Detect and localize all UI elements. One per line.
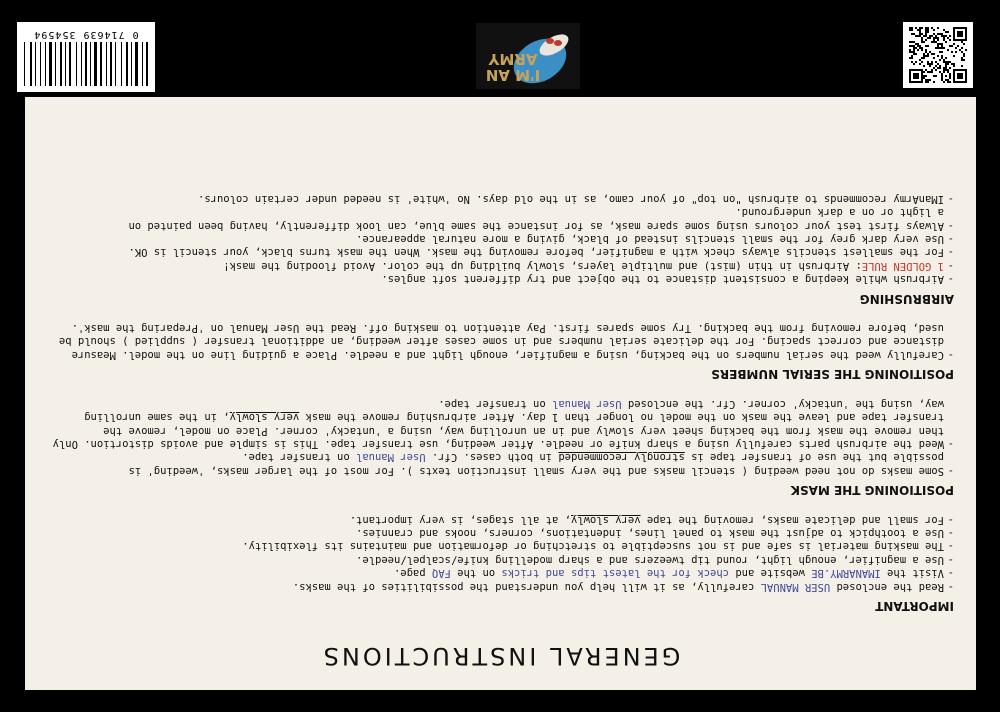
qr-module [937, 63, 939, 65]
qr-module [929, 65, 931, 67]
qr-module [929, 79, 931, 81]
qr-module [941, 43, 943, 45]
qr-module [927, 71, 929, 73]
logo-text: I'M AN ARMY [485, 50, 541, 84]
qr-module [947, 31, 949, 33]
qr-module [933, 41, 935, 43]
qr-module [921, 41, 923, 43]
qr-module [915, 61, 917, 63]
qr-module [933, 33, 935, 35]
qr-module [941, 77, 943, 79]
qr-module [943, 39, 945, 41]
qr-module [947, 69, 949, 71]
qr-code-icon [903, 22, 973, 88]
qr-module [941, 33, 943, 35]
qr-module [931, 61, 933, 63]
qr-module [935, 75, 937, 77]
qr-module [947, 49, 949, 51]
qr-module [939, 51, 941, 53]
qr-module [927, 37, 929, 39]
qr-module [935, 35, 937, 37]
qr-module [939, 67, 941, 69]
user-manual-link-2[interactable]: User Manual [356, 451, 426, 464]
qr-module [949, 81, 951, 83]
qr-module [919, 35, 921, 37]
positioning-serial-heading: POSITIONING THE SERIAL NUMBERS [711, 367, 954, 382]
barcode-bar [76, 42, 77, 86]
qr-module [913, 49, 915, 51]
barcode-bar [131, 42, 132, 86]
qr-module [939, 47, 941, 49]
qr-module [937, 45, 939, 47]
qr-module [913, 33, 915, 35]
qr-module [927, 53, 929, 55]
qr-module [963, 59, 965, 61]
qr-module [923, 75, 925, 77]
qr-module [915, 53, 917, 55]
qr-module [937, 39, 939, 41]
qr-module [947, 71, 949, 73]
mask-item-1: - Some masks do not need weeding ( stencil masks and the very small instruction texts ). For most of the larger masks, 'weeding' is possible but the use of transfer tape is strongly recommended in both cases. Cfr. User Manual on transfer tape. [44, 450, 954, 477]
qr-module [913, 63, 915, 65]
qr-module [923, 53, 925, 55]
barcode-number: 0 714639 354594 [33, 29, 139, 40]
qr-module [937, 55, 939, 57]
qr-module [927, 79, 929, 81]
qr-module [943, 61, 945, 63]
barcode-bar [142, 42, 143, 86]
golden-rule-label: 1 GOLDEN RULE [861, 259, 944, 272]
qr-module [931, 53, 933, 55]
qr-module [913, 73, 919, 79]
qr-module [943, 81, 945, 83]
qr-module [945, 69, 947, 71]
qr-module [927, 61, 929, 63]
qr-module [949, 67, 951, 69]
barcode-bar [69, 42, 71, 86]
qr-module [953, 63, 955, 65]
qr-module [915, 43, 917, 45]
user-manual-link[interactable]: USER MANUAL [760, 580, 831, 593]
brand-logo [476, 23, 580, 89]
barcode-bar [65, 42, 66, 86]
qr-module [921, 47, 923, 49]
qr-module [941, 45, 943, 47]
qr-module [927, 81, 929, 83]
barcode-bar [40, 42, 41, 86]
qr-module [953, 43, 955, 45]
qr-module [919, 29, 921, 31]
barcode-bar [24, 42, 25, 86]
barcode-bar [100, 42, 102, 86]
qr-module [919, 63, 921, 65]
qr-module [947, 81, 949, 83]
qr-module [941, 47, 943, 49]
qr-module [933, 37, 935, 39]
barcode-bar [60, 42, 62, 86]
qr-module [919, 27, 921, 29]
qr-module [945, 67, 947, 69]
qr-module [949, 35, 951, 37]
qr-module [913, 47, 915, 49]
qr-module [917, 45, 919, 47]
qr-module [909, 41, 911, 43]
qr-module [933, 81, 935, 83]
qr-module [945, 65, 947, 67]
qr-module [911, 45, 913, 47]
positioning-mask-heading: POSITIONING THE MASK [790, 483, 954, 498]
qr-module [949, 77, 951, 79]
qr-module [935, 37, 937, 39]
qr-module [943, 69, 945, 71]
qr-module [921, 39, 923, 41]
qr-module [925, 33, 927, 35]
qr-module [921, 49, 923, 51]
important-item-4: - The masking material is safe and is not susceptible to stretching or deformation and maintains its flexibility. [44, 539, 954, 552]
barcode-bar [45, 42, 46, 86]
qr-module [939, 43, 941, 45]
qr-module [919, 45, 921, 47]
airbrushing-item-2: - 1 GOLDEN RULE: Airbrush in thin (mist) and multiple layers, slowly building up the color. Avoid flooding the mask! [44, 258, 954, 271]
qr-module [949, 45, 951, 47]
instructions-body [44, 191, 954, 618]
qr-module [913, 41, 915, 43]
qr-module [925, 69, 927, 71]
qr-module [937, 27, 939, 29]
qr-module [945, 57, 947, 59]
qr-module [961, 65, 963, 67]
qr-module [909, 57, 911, 59]
qr-module [957, 73, 963, 79]
qr-module [927, 63, 929, 65]
qr-module [953, 55, 955, 57]
qr-module [931, 35, 933, 37]
qr-module [939, 65, 941, 67]
qr-module [925, 75, 927, 77]
qr-module [957, 31, 963, 37]
barcode-bars [24, 42, 148, 86]
qr-module [935, 65, 937, 67]
qr-module [951, 51, 953, 53]
qr-module [925, 35, 927, 37]
qr-module [917, 43, 919, 45]
qr-module [925, 39, 927, 41]
instruction-card [25, 97, 976, 690]
qr-module [947, 79, 949, 81]
qr-module [909, 49, 911, 51]
qr-module [919, 33, 921, 35]
barcode-bar [81, 42, 82, 86]
qr-module [911, 29, 913, 31]
qr-module [935, 69, 937, 71]
qr-module [945, 35, 947, 37]
qr-module [939, 59, 941, 61]
important-item-3: - Use a magnifier, enough light, round tip tweezers and a sharp modelling knife/scalpel/needle. [44, 552, 954, 565]
qr-module [921, 57, 923, 59]
qr-module [955, 51, 957, 53]
qr-module [921, 37, 923, 39]
qr-module [941, 51, 943, 53]
barcode-bar [94, 42, 97, 86]
qr-module [933, 67, 935, 69]
qr-module [929, 71, 931, 73]
qr-module [939, 33, 941, 35]
qr-module [947, 61, 949, 63]
qr-module [961, 57, 963, 59]
qr-module [927, 27, 929, 29]
qr-module [959, 49, 961, 51]
important-item-2: - Visit the IMANARMY.BE website and check for the latest tips and tricks on the FAQ page. [44, 566, 954, 579]
qr-module [937, 43, 939, 45]
qr-pattern [909, 27, 967, 83]
qr-module [925, 55, 927, 57]
qr-module [931, 27, 933, 29]
barcode-bar [115, 42, 116, 86]
airbrushing-item-4: - Use very dark grey for the small stencils instead of black, giving a more natural appearance. [44, 232, 954, 245]
qr-module [927, 29, 929, 31]
qr-module [945, 61, 947, 63]
tips-link[interactable]: check for the latest tips and tricks [501, 567, 730, 580]
qr-module [929, 51, 931, 53]
barcode-bar [121, 42, 122, 86]
qr-module [943, 67, 945, 69]
qr-module [941, 75, 943, 77]
qr-module [963, 53, 965, 55]
barcode-bar [135, 42, 138, 86]
qr-module [949, 75, 951, 77]
qr-module [927, 31, 929, 33]
qr-module [919, 47, 921, 49]
qr-module [931, 71, 933, 73]
qr-module [921, 61, 923, 63]
barcode-bar [30, 42, 32, 86]
qr-module [917, 29, 919, 31]
qr-module [925, 81, 927, 83]
qr-module [951, 45, 953, 47]
airbrushing-item-3: - For the smallest stencils always check with a magnifier, before removing the mask. When the mask turns black, your stencil is OK. [44, 245, 954, 258]
qr-module [931, 63, 933, 65]
qr-module [955, 47, 957, 49]
qr-module [927, 55, 929, 57]
qr-module [941, 79, 943, 81]
qr-module [929, 37, 931, 39]
qr-module [929, 63, 931, 65]
qr-module [909, 27, 911, 29]
qr-module [937, 47, 939, 49]
barcode-bar [35, 42, 36, 86]
important-heading: IMPORTANT [875, 599, 954, 613]
qr-module [923, 65, 925, 67]
qr-module [963, 43, 965, 45]
qr-module [909, 45, 911, 47]
qr-module [919, 59, 921, 61]
qr-module [911, 55, 913, 57]
qr-module [925, 31, 927, 33]
qr-module [923, 71, 925, 73]
qr-module [925, 45, 927, 47]
qr-module [937, 67, 939, 69]
qr-module [945, 41, 947, 43]
qr-module [911, 61, 913, 63]
qr-module [965, 49, 967, 51]
user-manual-link-3[interactable]: User Manual [552, 397, 622, 410]
airbrushing-heading: AIRBRUSHING [859, 291, 954, 306]
qr-module [949, 73, 951, 75]
qr-module [935, 47, 937, 49]
page-title: GENERAL INSTRUCTIONS [320, 642, 681, 670]
qr-module [963, 55, 965, 57]
qr-module [941, 73, 943, 75]
qr-module [949, 61, 951, 63]
important-item-5: - Use a toothpick to adjust the mask to panel lines, indentations, corners, nooks and crannies. [44, 526, 954, 539]
barcode-bar [110, 42, 112, 86]
qr-module [933, 39, 935, 41]
qr-module [961, 51, 963, 53]
qr-module [937, 37, 939, 39]
qr-module [923, 41, 925, 43]
qr-module [941, 57, 943, 59]
faq-link[interactable]: FAQ [431, 567, 451, 580]
barcode-bar [126, 42, 128, 86]
qr-module [923, 55, 925, 57]
qr-module [919, 31, 921, 33]
qr-module [951, 63, 953, 65]
important-item-1: - Read the enclosed USER MANUAL carefully, as it will help you understand the possibilities of the masks. [44, 579, 954, 592]
qr-module [943, 47, 945, 49]
qr-module [915, 27, 917, 29]
qr-module [923, 57, 925, 59]
qr-module [927, 45, 929, 47]
qr-module [911, 51, 913, 53]
qr-module [947, 37, 949, 39]
qr-module [929, 35, 931, 37]
barcode-bar [106, 42, 107, 86]
qr-module [947, 63, 949, 65]
qr-module [923, 77, 925, 79]
barcode [17, 22, 155, 92]
qr-module [909, 51, 911, 53]
qr-module [931, 41, 933, 43]
qr-module [913, 45, 915, 47]
qr-module [933, 53, 935, 55]
website-link[interactable]: IMANARMY.BE [811, 567, 881, 580]
qr-module [925, 51, 927, 53]
qr-module [941, 55, 943, 57]
qr-module [943, 59, 945, 61]
qr-module [913, 51, 915, 53]
qr-module [945, 63, 947, 65]
qr-module [911, 27, 913, 29]
qr-module [913, 53, 915, 55]
qr-module [911, 57, 913, 59]
qr-module [945, 31, 947, 33]
airbrushing-item-6: - IManArmy recommends to airbrush "on top" of your camo, as in the old days. No 'white' is needed under certain colours. [44, 191, 954, 204]
qr-module [921, 33, 923, 35]
qr-module [909, 29, 911, 31]
qr-module [961, 47, 963, 49]
qr-module [911, 33, 913, 35]
serial-item-1: - Carefully weed the serial numbers on the backing, using a magnifier, enough light and a needle. Place a guiding line on the model. Measure distance and correct spacing. For the delicate serial numbers and in some cases after weeding, an additional transfer ( supplied ) should be used, before removing from the backing. Try some spares first. Pay attention to masking off. Read the User Manual on 'Preparing the mask'. [44, 321, 954, 361]
barcode-bar [146, 42, 148, 86]
airbrushing-item-5: - Always first test your colours using some spare mask, as for instance the same blue, can look differently, having been painted on a light or on a dark underground. [44, 205, 954, 232]
qr-module [945, 75, 947, 77]
important-item-6: - For small and delicate masks, removing the tape very slowly, at all stages, is very important. [44, 512, 954, 525]
qr-module [949, 39, 951, 41]
qr-module [923, 35, 925, 37]
qr-module [921, 27, 923, 29]
qr-module [931, 69, 933, 71]
qr-module [911, 41, 913, 43]
mask-item-2: - Weed the airbrush parts carefully using a sharp knife or needle. After weeding, use transfer tape. This is simple and avoids distortion. Only then remove the mask from the backing sheet very slowly and in an unrolling way, using a 'untacky' corner. Place on model, remove the transfer tape and leave the mask on the model no longer than 1 day. After airbrushing remove the mask very slowly, in the same unrolling way, using the 'untacky' corner. Cfr. the enclosed User Manual on transfer tape. [44, 396, 954, 450]
qr-module [935, 61, 937, 63]
qr-module [961, 41, 963, 43]
qr-module [961, 59, 963, 61]
qr-module [933, 29, 935, 31]
qr-module [925, 27, 927, 29]
qr-module [925, 29, 927, 31]
qr-module [939, 71, 941, 73]
qr-module [917, 35, 919, 37]
qr-module [917, 49, 919, 51]
barcode-bar [49, 42, 52, 86]
airbrushing-item-1: - Airbrush while keeping a consistent distance to the object and try different soft angles. [44, 272, 954, 285]
barcode-bar [85, 42, 87, 86]
qr-module [937, 33, 939, 35]
qr-module [935, 41, 937, 43]
qr-module [915, 35, 917, 37]
qr-module [943, 29, 945, 31]
barcode-bar [55, 42, 56, 86]
qr-module [943, 71, 945, 73]
qr-module [957, 45, 959, 47]
qr-module [925, 79, 927, 81]
qr-module [933, 75, 935, 77]
qr-module [943, 35, 945, 37]
qr-module [925, 49, 927, 51]
qr-module [915, 47, 917, 49]
qr-module [945, 79, 947, 81]
barcode-bar [90, 42, 91, 86]
qr-module [933, 57, 935, 59]
qr-module [953, 65, 955, 67]
qr-module [943, 37, 945, 39]
qr-module [941, 35, 943, 37]
